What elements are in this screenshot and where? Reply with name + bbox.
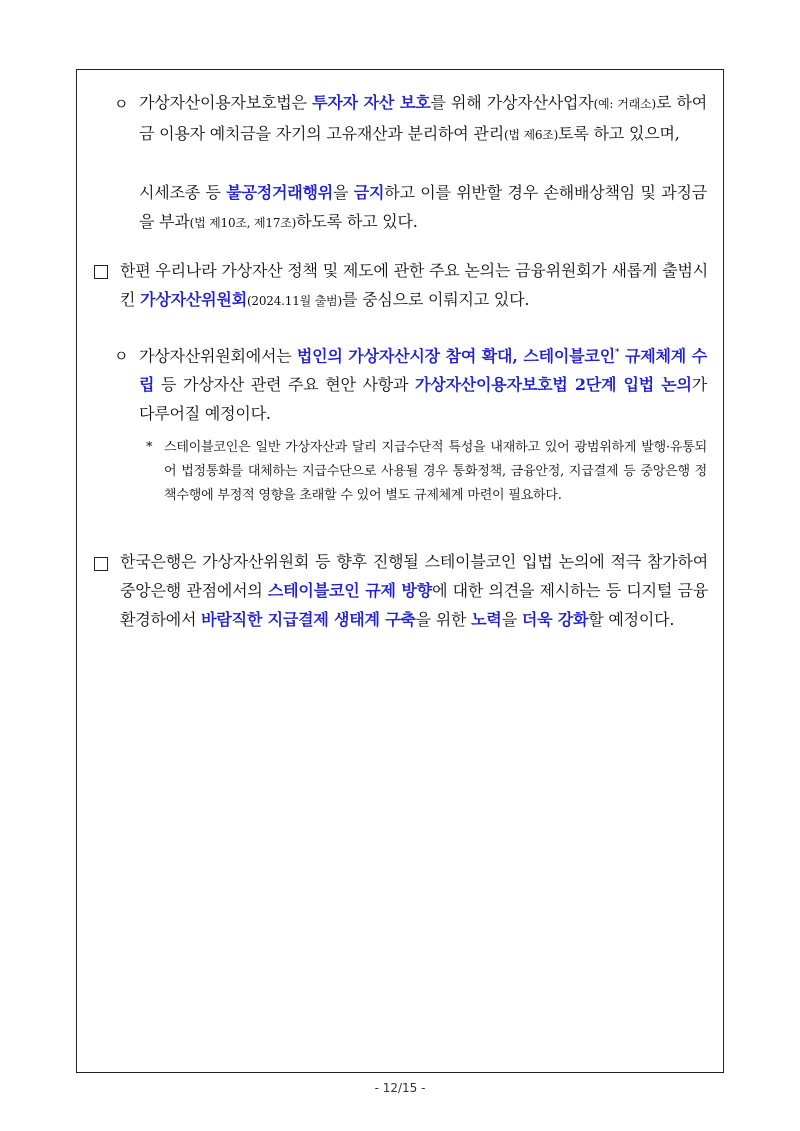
paragraph-crypto-committee bbox=[120, 256, 708, 316]
text: 를 중심으로 이뤄지고 있다. bbox=[341, 290, 530, 309]
text: 가상자산위원회에서는 bbox=[139, 346, 297, 366]
text: 하도록 하고 있다. bbox=[296, 212, 418, 231]
text: 가상자산이용자보호법은 bbox=[139, 93, 313, 112]
text: 로 하여금 이용자 예치금을 자기의 고유재산과 분리하여 관리 bbox=[139, 93, 708, 143]
checkbox-square-icon bbox=[94, 265, 108, 279]
circle-bullet: ㅇ bbox=[114, 95, 129, 113]
paragraph-bok-plan bbox=[120, 547, 708, 634]
highlight-text: 가상자산위원회 bbox=[140, 290, 247, 309]
checkbox-square-icon bbox=[94, 557, 108, 571]
highlight-text: 법인의 가상자산시장 참여 확대, 스테이블코인 bbox=[296, 346, 615, 366]
footnote-stablecoin: 스테이블코인은 일반 가상자산과 달리 지급수단적 특성을 내재하고 있어 광범위하게 발행·유통되어 법정통화를 대체하는 지급수단으로 사용될 경우 통화정책, 금융안정, 지급결제 등 중앙은행 정책수행에 부정적 영향을 초래할 수 있어 별도 규제체계 마련이 필요하다. bbox=[164, 440, 707, 503]
text: 를 위해 가상자산사업자 bbox=[430, 93, 594, 112]
highlight-text: 더욱 강화 bbox=[521, 610, 589, 629]
text: 을 위한 bbox=[415, 610, 472, 629]
paragraph-investor-protection bbox=[139, 88, 707, 150]
paragraph-unfair-trading bbox=[139, 178, 707, 238]
footnote-marker: * bbox=[614, 348, 620, 358]
text: 하고 이를 위반할 경우 손해배상책임 및 과징금을 부과 bbox=[139, 183, 707, 231]
highlight-text: 노력 bbox=[471, 610, 502, 629]
text: 에 대한 의견을 제시하는 등 디지털 금융 환경하에서 bbox=[120, 581, 708, 629]
highlight-text: 금지 bbox=[353, 183, 385, 202]
text: 을 bbox=[501, 610, 522, 629]
circle-bullet: ㅇ bbox=[114, 347, 129, 365]
footnote-star: * bbox=[146, 440, 153, 455]
small-note: (법 제6조) bbox=[503, 128, 559, 142]
highlight-text: 가상자산이용자보호법 2단계 입법 논의 bbox=[415, 375, 692, 395]
text: 시세조종 등 bbox=[139, 183, 227, 202]
small-note: (예: 거래소) bbox=[593, 97, 656, 111]
paragraph-committee-agenda bbox=[139, 339, 707, 428]
small-note: (법 제10조, 제17조) bbox=[189, 216, 297, 230]
small-note: (2024.11월 출범) bbox=[246, 294, 342, 308]
page-number: - 12/15 - bbox=[374, 1081, 426, 1095]
highlight-text: 불공정거래행위 bbox=[226, 183, 334, 202]
text: 한국은행은 가상자산위원회 등 향후 진행될 스테이블코인 입법 논의에 적극 참가하여 중앙은행 관점에서의 bbox=[120, 552, 708, 600]
text: 을 bbox=[333, 183, 354, 202]
text: 등 가상자산 관련 주요 현안 사항과 bbox=[154, 375, 416, 395]
text: 한편 우리나라 가상자산 정책 및 제도에 관한 주요 논의는 금융위원회가 새롭게 출범시킨 bbox=[120, 261, 708, 309]
text: 할 예정이다. bbox=[588, 610, 675, 629]
highlight-text: 규제체계 수립 bbox=[139, 346, 707, 395]
highlight-text: 바람직한 지급결제 생태계 구축 bbox=[201, 610, 416, 629]
highlight-text: 투자자 자산 보호 bbox=[312, 93, 431, 112]
highlight-text: 스테이블코인 규제 방향 bbox=[267, 581, 433, 600]
text: 토록 하고 있으며, bbox=[558, 124, 680, 143]
text: 가 다루어질 예정이다. bbox=[139, 375, 707, 424]
